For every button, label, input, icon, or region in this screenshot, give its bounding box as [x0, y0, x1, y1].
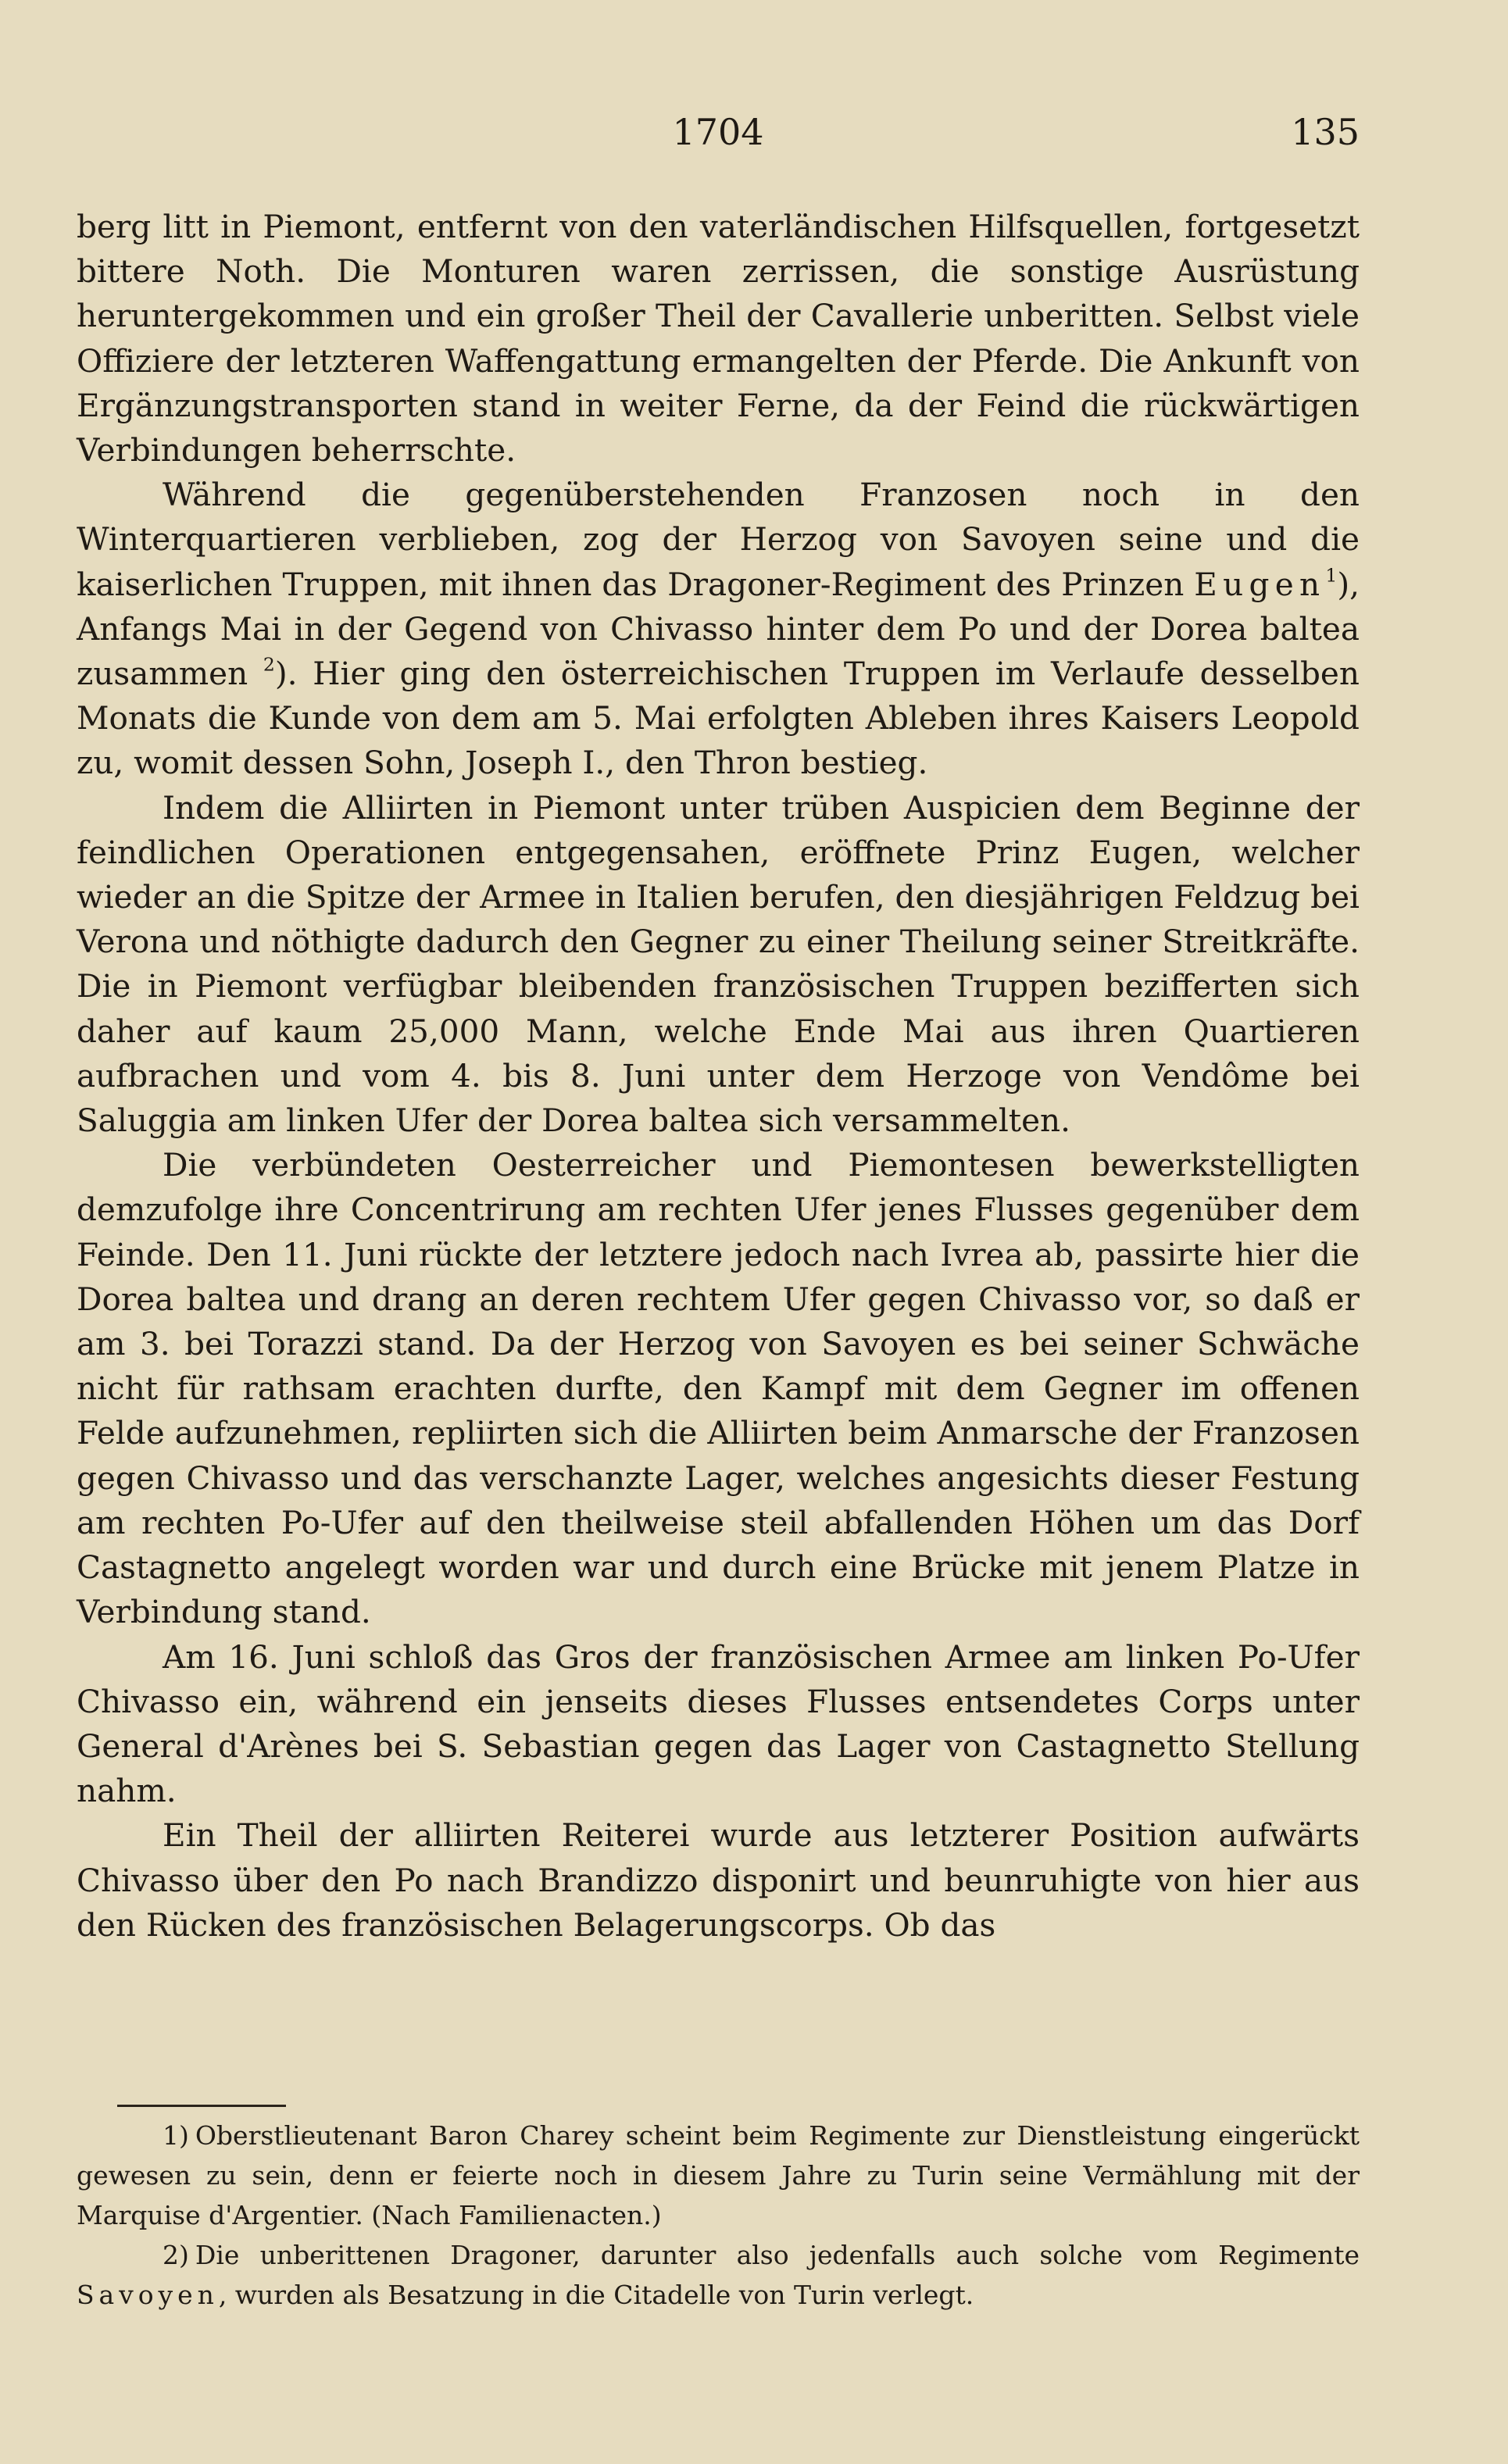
paragraph [77, 473, 1360, 785]
text-run: Die unberittenen Dragoner, darunter also jedenfalls auch solche vom Regimente [195, 2240, 1360, 2270]
running-header [77, 111, 1360, 158]
footnote-divider [117, 2105, 286, 2107]
main-text [77, 205, 1360, 1948]
text-run: Ein Theil der alliirten Reiterei wurde aus letzterer Position aufwärts Chivasso über den Po nach Brandizzo disponirt und beunruhigte von hier aus den Rücken des französischen Belagerungscorps. Ob das [77, 1816, 1360, 1944]
page-number: 135 [1291, 111, 1360, 153]
spaced-name: Savoyen [77, 2280, 219, 2310]
footnote-mark: 2) [163, 2240, 189, 2270]
spaced-name: Eugen [1194, 565, 1326, 603]
footnote-mark: 1) [163, 2120, 189, 2151]
footnote-ref: 1 [1325, 564, 1338, 587]
text-run: Während die gegenüberstehenden Franzosen noch in den Winterquartieren verblieben, zog der Herzog von Savoyen seine und die kaiserlichen Truppen, mit ihnen das Dragoner-Regiment des Prinzen [77, 476, 1360, 603]
header-year: 1704 [672, 111, 764, 153]
footnote [77, 2116, 1360, 2235]
text-run: ), Anfangs Mai in der Gegend von Chivasso hinter dem Po und der Dorea baltea zusammen [77, 565, 1360, 693]
footnotes [77, 2116, 1360, 2315]
footnote [77, 2235, 1360, 2315]
text-run: Die verbündeten Oesterreicher und Piemontesen bewerkstelligten demzufolge ihre Concentrirung am rechten Ufer jenes Flusses gegenüber dem Feinde. Den 11. Juni rückte der letztere jedoch nach Ivrea ab, passirte hier die Dorea baltea und drang an deren rechtem Ufer gegen Chivasso vor, so daß er am 3. bei Torazzi stand. Da der Herzog von Savoyen es bei seiner Schwäche nicht für rathsam erachten durfte, den Kampf mit dem Gegner im offenen Felde aufzunehmen, repliirten sich die Alliirten beim Anmarsche der Franzosen gegen Chivasso und das verschanzte Lager, welches angesichts dieser Festung am rechten Po-Ufer auf den theilweise steil abfallenden Höhen um das Dorf Castagnetto angelegt worden war und durch eine Brücke mit jenem Platze in Verbindung stand. [77, 1146, 1360, 1631]
text-run: , wurden als Besatzung in die Citadelle von Turin verlegt. [218, 2280, 974, 2310]
text-run: Indem die Alliirten in Piemont unter trüben Auspicien dem Beginne der feindlichen Operationen entgegensahen, eröffnete Prinz Eugen, welcher wieder an die Spitze der Armee in Italien berufen, den diesjährigen Feldzug bei Verona und nöthigte dadurch den Gegner zu einer Theilung seiner Streitkräfte. Die in Piemont verfügbar bleibenden französischen Truppen bezifferten sich daher auf kaum 25,000 Mann, welche Ende Mai aus ihren Quartieren aufbrachen und vom 4. bis 8. Juni unter dem Herzoge von Vendôme bei Saluggia am linken Ufer der Dorea baltea sich versammelten. [77, 788, 1360, 1140]
paragraph [77, 1143, 1360, 1634]
paragraph [77, 786, 1360, 1144]
paragraph [77, 1813, 1360, 1948]
text-run: berg litt in Piemont, entfernt von den vaterländischen Hilfsquellen, fortgesetzt bittere Noth. Die Monturen waren zerrissen, die sonstige Ausrüstung heruntergekommen und ein großer Theil der Cavallerie unberitten. Selbst viele Offiziere der letzteren Waffengattung ermangelten der Pferde. Die Ankunft von Ergänzungstransporten stand in weiter Ferne, da der Feind die rückwärtigen Verbindungen beherrschte. [77, 208, 1360, 470]
paragraph [77, 1635, 1360, 1814]
text-run: Am 16. Juni schloß das Gros der französischen Armee am linken Po-Ufer Chivasso ein, während ein jenseits dieses Flusses entsendetes Corps unter General d'Arènes bei S. Sebastian gegen das Lager von Castagnetto Stellung nahm. [77, 1637, 1360, 1810]
footnote-ref: 2 [263, 653, 275, 676]
paragraph [77, 205, 1360, 473]
text-run: ). Hier ging den österreichischen Truppen im Verlaufe desselben Monats die Kunde von dem am 5. Mai erfolgten Ableben ihres Kaisers Leopold zu, womit dessen Sohn, Joseph I., den Thron bestieg. [77, 655, 1360, 782]
text-run: Oberstlieutenant Baron Charey scheint beim Regimente zur Dienstleistung eingerückt gewesen zu sein, denn er feierte noch in diesem Jahre zu Turin seine Vermählung mit der Marquise d'Argentier. (Nach Familienacten.) [77, 2120, 1360, 2230]
